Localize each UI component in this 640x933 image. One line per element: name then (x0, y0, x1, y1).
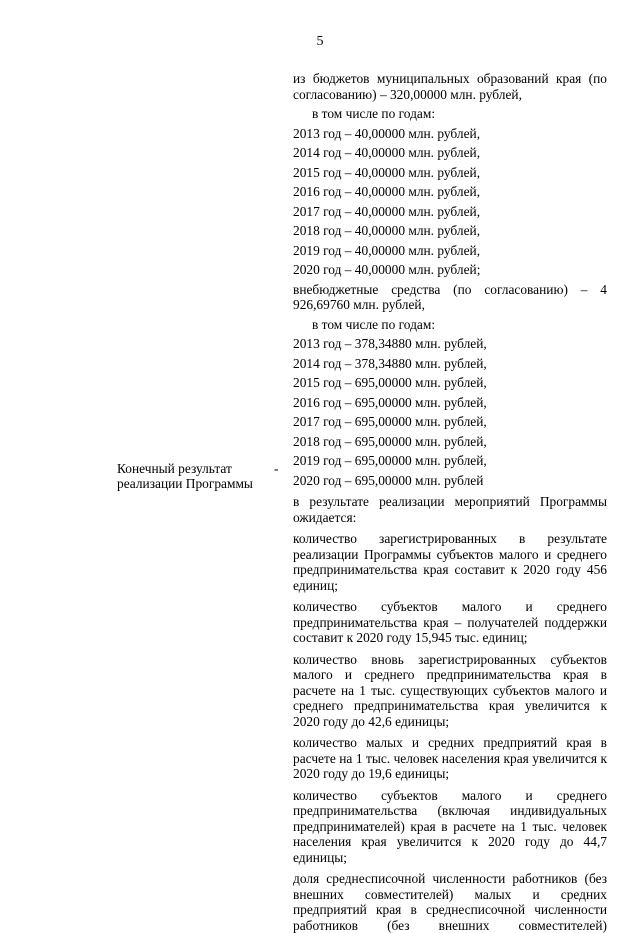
page-number: 5 (316, 34, 324, 49)
result-item: количество субъектов малого и среднего предпринимательства (включая индивидуальных предпринимателей) края в расчете на 1 тыс. человек населения края увеличится к 2020 году до 44,7 единицы; (293, 787, 607, 865)
year-line: 2020 год – 40,00000 млн. рублей; (293, 262, 481, 277)
year-line: 2018 год – 695,00000 млн. рублей, (293, 433, 487, 449)
year-line: 2020 год – 695,00000 млн. рублей (293, 472, 484, 488)
year-line: 2014 год – 378,34880 млн. рублей, (293, 355, 487, 371)
year-line: 2015 год – 695,00000 млн. рублей, (293, 375, 487, 390)
year-line: 2016 год – 695,00000 млн. рублей, (293, 394, 487, 410)
year-line: 2019 год – 695,00000 млн. рублей, (293, 453, 487, 468)
result-item: количество вновь зарегистрированных субъектов малого и среднего предпринимательства края в расчете на 1 тыс. существующих субъектов малого и среднего предпринимательства края увеличится к 2020 году до 42,6 единицы; (293, 651, 607, 729)
result-section-label: Конечный результат реализации Программы (117, 461, 253, 491)
year-line: 2017 год – 695,00000 млн. рублей, (293, 414, 487, 429)
year-line: 2014 год – 40,00000 млн. рублей, (293, 145, 481, 160)
municipal-years-list (293, 126, 607, 278)
result-intro: в результате реализации мероприятий Программы ожидается: (293, 494, 607, 525)
municipal-by-years-label: в том числе по годам: (312, 106, 436, 121)
year-line: 2013 год – 40,00000 млн. рублей, (293, 125, 481, 141)
result-item: количество малых и средних предприятий края в расчете на 1 тыс. человек населения края увеличится к 2020 году до 19,6 единицы; (293, 735, 607, 781)
year-line: 2013 год – 378,34880 млн. рублей, (293, 336, 487, 351)
program-passport-values (293, 71, 607, 933)
year-line: 2017 год – 40,00000 млн. рублей, (293, 203, 481, 219)
extrabudget-by-years-label: в том числе по годам: (312, 316, 436, 332)
result-item: количество субъектов малого и среднего предпринимательства края – получателей поддержки составит к 2020 году 15,945 тыс. единиц; (293, 599, 607, 645)
year-line: 2016 год – 40,00000 млн. рублей, (293, 184, 481, 199)
year-line: 2018 год – 40,00000 млн. рублей, (293, 223, 481, 238)
label-dash: - (274, 461, 279, 476)
extrabudget-funding-intro: внебюджетные средства (по согласованию) – 4 926,69760 млн. рублей, (293, 281, 607, 312)
result-items-list (293, 531, 607, 933)
result-item: количество зарегистрированных в результате реализации Программы субъектов малого и среднего предпринимательства края составит к 2020 году 456 единиц; (293, 531, 607, 593)
result-item: доля среднесписочной численности работников (без внешних совместителей) малых и средних предприятий края в среднесписочной численности работников (без внешних совместителей) (293, 871, 607, 933)
year-line: 2015 год – 40,00000 млн. рублей, (293, 164, 481, 180)
municipal-funding-intro: из бюджетов муниципальных образований края (по согласованию) – 320,00000 млн. рублей, (293, 71, 607, 102)
year-line: 2019 год – 40,00000 млн. рублей, (293, 242, 481, 258)
extrabudget-years-list (293, 336, 607, 488)
